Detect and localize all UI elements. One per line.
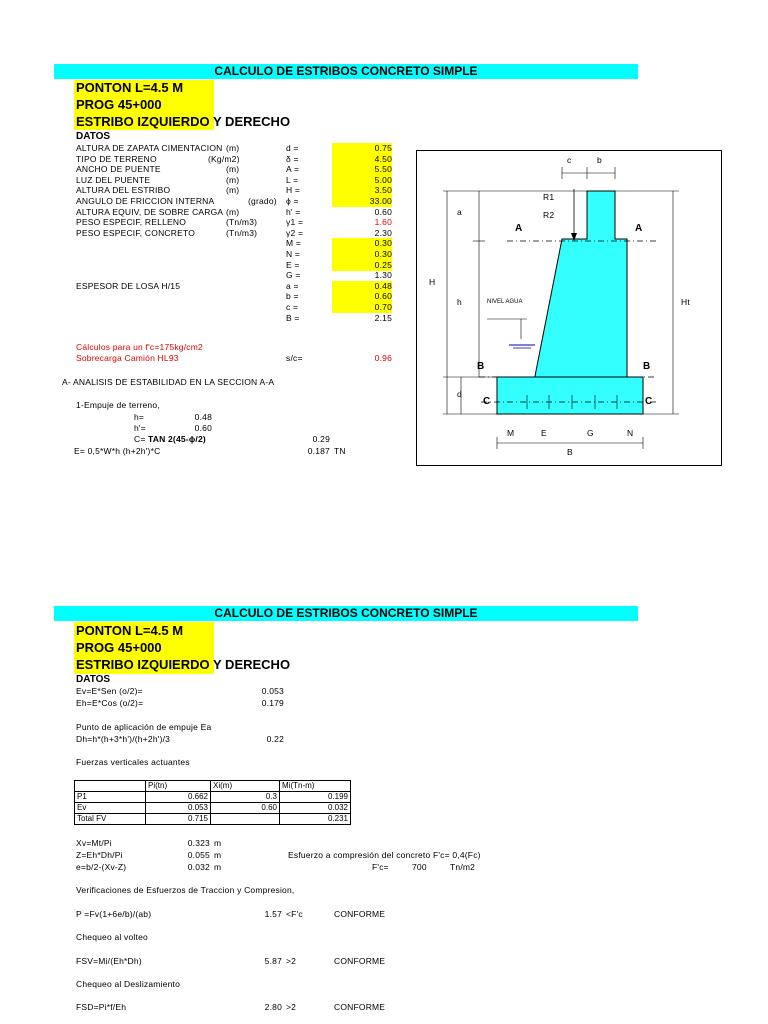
e-label: e=b/2-(Xv-Z) [76,862,127,872]
data-row-symbol: A = [286,164,300,175]
table-header [75,781,146,792]
data-row-value: 0.25 [374,259,392,270]
data-row-value: 0.30 [374,238,392,249]
h-label: h= [134,412,145,422]
xv-value: 0.323 [187,838,210,848]
data-row-value: 1.60 [374,217,392,228]
p-compare: <F'c [286,909,303,919]
ev-label: Ev=E*Sen (o/2)= [76,686,143,696]
p-label: P =Fv(1+6e/b)/(ab) [76,909,152,919]
table-cell [211,814,280,825]
data-row-unit: (m) [226,164,240,175]
data-row-label: ALTURA EQUIV, DE SOBRE CARGA [76,206,224,217]
datos-heading: DATOS [76,131,111,142]
data-row-symbol: b = [286,291,299,302]
data-row-value: 2.30 [374,227,392,238]
e-formula: E= 0,5*W*h (h+2h')*C [74,446,161,456]
data-row-label: ALTURA DEL ESTRIBO [76,185,171,196]
data-row-unit: (m) [226,206,240,217]
data-row-symbol: ϕ = [286,196,299,206]
data-row-value: 33.00 [369,196,392,206]
dim-N: N [627,428,634,438]
table-cell: Total FV [75,814,146,825]
dim-a: a [457,207,462,217]
section-c-left: C [483,396,491,407]
xv-unit: m [214,838,222,848]
fc-value: 700 [412,862,427,872]
data-row-unit: (m) [226,143,240,153]
table-cell: P1 [75,792,146,803]
data-row-symbol: δ = [286,153,299,164]
data-row-unit: (grado) [248,196,277,206]
table-cell: 0.662 [146,792,211,803]
e-value: 0.187 [307,446,330,456]
data-row-label: ALTURA DE ZAPATA CIMENTACION [76,143,223,153]
table-header: Xi(m) [211,781,280,792]
z-value: 0.055 [187,850,210,860]
fsv-label: FSV=Mi/(Eh*Dh) [76,956,142,966]
data-row-value: 1.30 [374,270,392,281]
data-row-label: LUZ DEL PUENTE [76,174,151,185]
table-cell: 0.231 [280,814,351,825]
estribo-left-2: ESTRIBO IZQUIERDO [76,657,210,672]
calc-note: Cálculos para un f'c=175kg/cm2 [76,342,203,352]
section-b-right: B [643,361,651,372]
data-row-value: 4.50 [374,153,392,164]
data-row-symbol: E = [286,259,300,270]
table-cell: 0.199 [280,792,351,803]
table-cell: Ev [75,803,146,814]
data-row-unit: (m) [226,174,240,185]
eh-label: Eh=E*Cos (o/2)= [76,698,144,708]
section-c-right: C [645,396,653,407]
e-value-2: 0.032 [187,862,210,872]
data-row-symbol: H = [286,185,301,196]
table-cell: 0.032 [280,803,351,814]
data-row-value: 0.75 [374,143,392,153]
dim-G: G [587,428,594,438]
section-a-heading: A- ANALISIS DE ESTABILIDAD EN LA SECCION A-A [62,377,275,387]
ev-value: 0.053 [261,686,284,696]
data-row-unit: (Kg/m2) [208,153,240,164]
dim-B-bottom: B [567,447,573,457]
ponton-label-2: PONTON L=4.5 M [76,623,184,638]
sc-label: s/c= [286,353,303,363]
fsd-compare: >2 [286,1002,297,1012]
fc-label: F'c= [372,862,389,872]
load-r2: R2 [543,210,555,220]
c-label: C= [134,434,146,444]
data-row-label: PESO ESPECIF, CONCRETO [76,227,196,238]
dim-b: b [597,155,602,165]
sheet1-title: CALCULO DE ESTRIBOS CONCRETO SIMPLE [54,64,638,79]
dh-value: 0.22 [266,734,284,744]
datos-heading-2: DATOS [76,674,111,685]
fuerzas-heading: Fuerzas verticales actuantes [76,757,190,767]
estribo-label [76,114,290,129]
data-row-symbol: M = [286,238,302,249]
empuje-heading: 1-Empuje de terreno, [76,400,160,410]
verificaciones-heading: Verificaciones de Esfuerzos de Traccion y Compresion, [76,885,295,895]
fsv-compare: >2 [286,956,297,966]
data-row-symbol: B = [286,312,300,323]
data-row-symbol: a = [286,280,299,291]
prog-label: PROG 45+000 [76,97,162,112]
dim-M: M [507,428,515,438]
fsd-label: FSD=Pi*f/Eh [76,1002,127,1012]
ponton-label: PONTON L=4.5 M [76,80,184,95]
data-row-label: PESO ESPECIF, RELLENO [76,217,187,228]
table-row [75,803,351,814]
data-row-symbol: h' = [286,206,301,217]
data-row-value: 0.60 [374,206,392,217]
xv-label: Xv=Mt/Pi [76,838,112,848]
section-b-left: B [477,361,485,372]
table-cell: 0.3 [211,792,280,803]
section-a-left: A [515,223,523,234]
prog-label-2: PROG 45+000 [76,640,162,655]
c-value: 0.29 [312,434,330,444]
estribo-label-2 [76,657,290,672]
esfuerzo-note: Esfuerzo a compresión del concreto F'c= 0,4(Fc) [288,850,481,860]
data-row-symbol: γ2 = [286,227,304,238]
p-value: 1.57 [264,909,282,919]
dim-Ht: Ht [681,297,690,307]
water-level-label: NIVEL AGUA [487,299,523,305]
sobrecarga-note: Sobrecarga Camión HL93 [76,353,179,363]
data-row-label: TIPO DE TERRENO [76,153,157,164]
data-row-value: 0.60 [374,291,392,302]
table-header-row [75,781,351,792]
data-row-value: 3.50 [374,185,392,196]
load-r1: R1 [543,192,555,202]
forces-table [74,780,351,825]
data-row-value: 5.00 [374,174,392,185]
table-header: Pi(tn) [146,781,211,792]
hp-label: h'= [134,423,146,433]
data-row-value: 0.70 [374,302,392,312]
c-formula: TAN 2(45-ϕ/2) [148,434,206,444]
sheet2-title: CALCULO DE ESTRIBOS CONCRETO SIMPLE [54,606,638,621]
p-result: CONFORME [334,909,386,919]
fsv-result: CONFORME [334,956,386,966]
data-row-symbol: γ1 = [286,217,304,228]
estribo-right-2: Y DERECHO [209,657,291,672]
z-label: Z=Eh*Dh/Pi [76,850,123,860]
dim-h: h [457,297,462,307]
sc-value: 0.96 [374,353,392,363]
data-row-value: 2.15 [374,312,392,323]
table-cell: 0.715 [146,814,211,825]
dim-H: H [429,277,436,287]
dim-c: c [567,155,572,165]
data-row-label: ESPESOR DE LOSA H/15 [76,280,181,291]
volteo-heading: Chequeo al volteo [76,932,148,942]
data-row-symbol: L = [286,174,299,185]
dim-E: E [541,428,547,438]
fc-unit: Tn/m2 [450,862,476,872]
dh-label: Dh=h*(h+3*h')/(h+2h')/3 [76,734,171,744]
e-unit-2: m [214,862,222,872]
fsd-value: 2.80 [264,1002,282,1012]
footing-shape [497,377,643,414]
data-row-symbol: c = [286,302,299,312]
data-row-unit: (Tn/m3) [226,217,258,228]
table-cell: 0.60 [211,803,280,814]
z-unit: m [214,850,222,860]
fsv-value: 5.87 [264,956,282,966]
abutment-diagram [416,150,722,466]
data-row-symbol: d = [286,143,299,153]
data-row-value: 0.48 [374,280,392,291]
punto-aplicacion: Punto de aplicación de empuje Ea [76,722,212,732]
h-value: 0.48 [194,412,212,422]
data-row-value: 0.30 [374,249,392,259]
data-row-value: 5.50 [374,164,392,175]
estribo-left: ESTRIBO IZQUIERDO [76,114,210,129]
data-row-symbol: G = [286,270,301,281]
table-row [75,792,351,803]
e-unit: TN [334,446,346,456]
eh-value: 0.179 [261,698,284,708]
data-row-unit: (Tn/m3) [226,227,258,238]
section-a-right: A [635,223,643,234]
abutment-drawing [417,151,721,465]
estribo-right: Y DERECHO [209,114,291,129]
table-header: Mi(Tn-m) [280,781,351,792]
table-cell: 0.053 [146,803,211,814]
data-row-label: ANCHO DE PUENTE [76,164,161,175]
data-row-label: ANGULO DE FRICCION INTERNA [76,196,215,206]
data-row-unit: (m) [226,185,240,196]
hp-value: 0.60 [194,423,212,433]
table-row [75,814,351,825]
fsd-result: CONFORME [334,1002,386,1012]
data-row-symbol: N = [286,249,301,259]
dim-d: d [457,389,462,399]
deslizamiento-heading: Chequeo al Deslizamiento [76,979,181,989]
